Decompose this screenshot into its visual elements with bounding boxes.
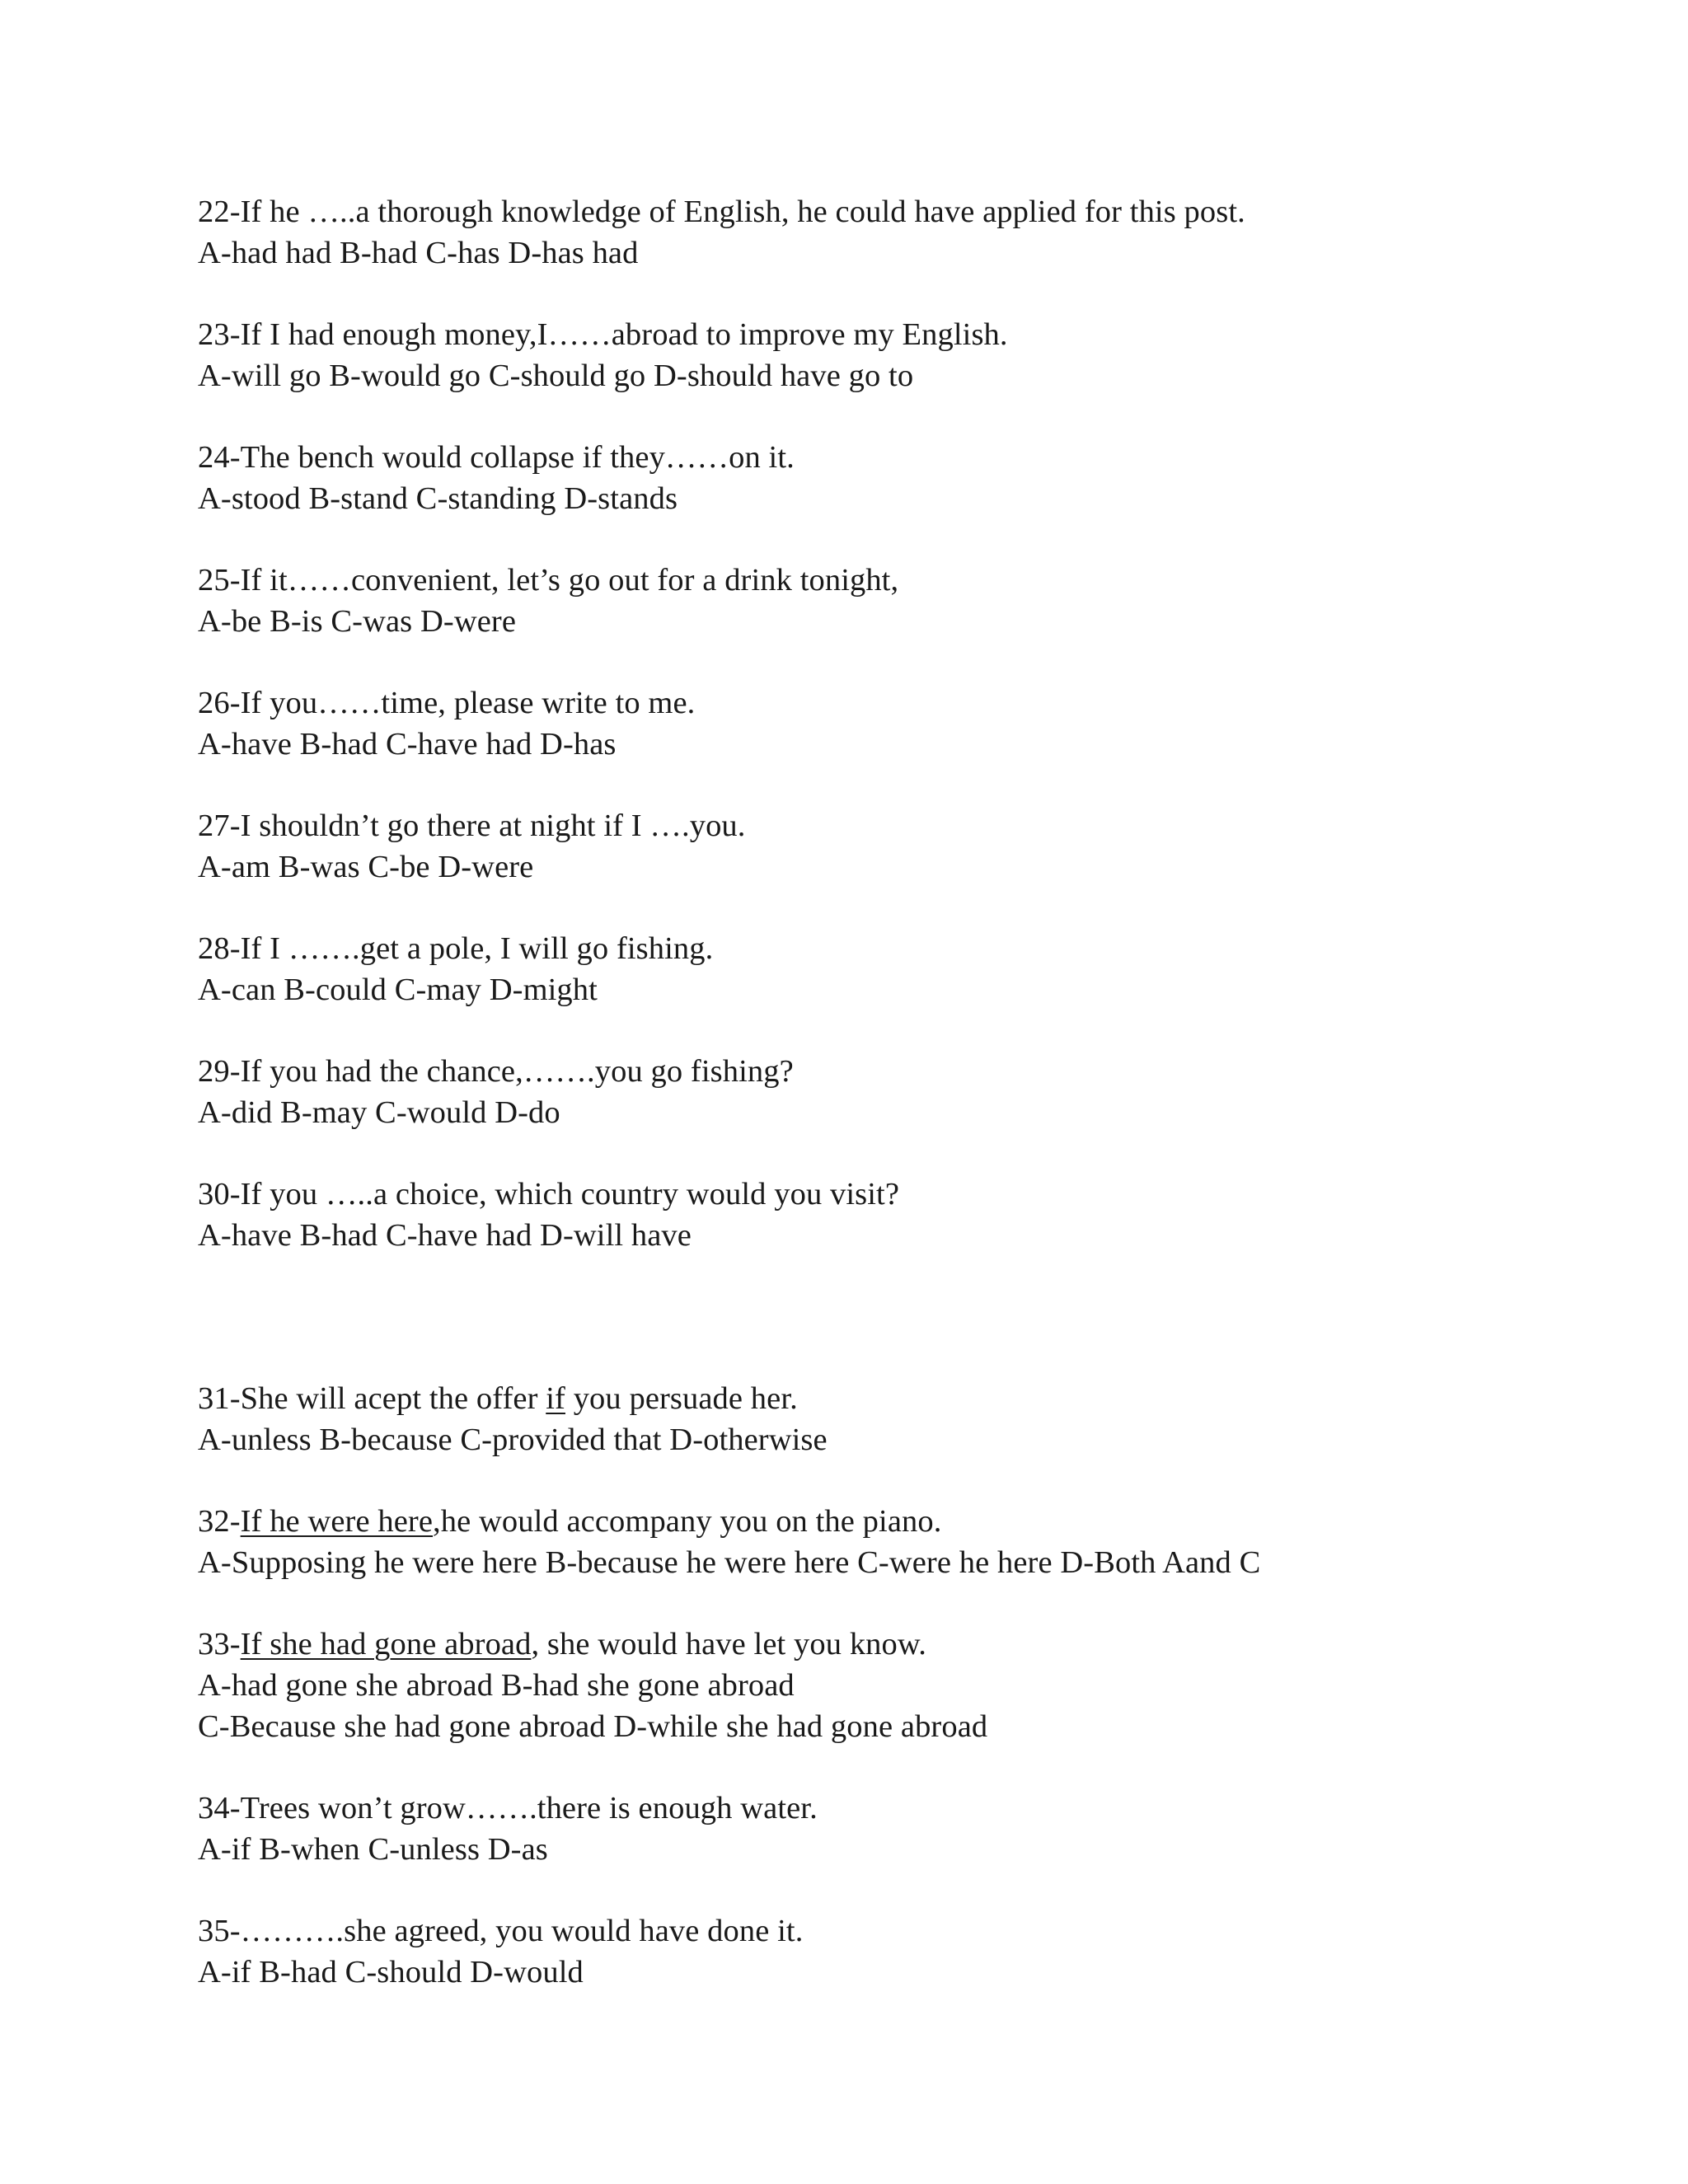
question-prompt: 25-If it……convenient, let’s go out for a drink tonight, (198, 563, 899, 598)
prompt-text: 33- (198, 1627, 241, 1661)
question-options: A-if B-when C-unless D-as (198, 1832, 548, 1867)
question-options: A-have B-had C-have had D-will have (198, 1218, 692, 1253)
question-prompt: 24-The bench would collapse if they……on it. (198, 440, 795, 475)
underlined-phrase: If she had gone abroad (240, 1627, 532, 1661)
question-options: A-be B-is C-was D-were (198, 604, 517, 639)
question-options: A-will go B-would go C-should go D-should have go to (198, 359, 914, 393)
question-34 (198, 1788, 1648, 1870)
question-prompt: 29-If you had the chance,…….you go fishing? (198, 1054, 794, 1089)
question-options: C-Because she had gone abroad D-while she had gone abroad (198, 1709, 988, 1744)
question-prompt: 28-If I …….get a pole, I will go fishing. (198, 931, 714, 966)
worksheet-content (198, 191, 1648, 1993)
question-27 (198, 805, 1648, 888)
question-31 (198, 1378, 1648, 1460)
question-30 (198, 1174, 1648, 1256)
question-33 (198, 1624, 1648, 1747)
question-options: A-had had B-had C-has D-has had (198, 236, 639, 270)
underlined-phrase: If he were here (240, 1504, 434, 1539)
question-22 (198, 191, 1648, 274)
prompt-text: 31-She will acept the offer (198, 1381, 546, 1416)
prompt-text: ,he would accompany you on the piano. (433, 1504, 942, 1539)
question-prompt (198, 1624, 1648, 1665)
question-32 (198, 1501, 1648, 1583)
prompt-text: , she would have let you know. (531, 1627, 926, 1661)
question-prompt (198, 1378, 1648, 1419)
question-23 (198, 314, 1648, 396)
prompt-text: 32- (198, 1504, 241, 1539)
question-options: A-stood B-stand C-standing D-stands (198, 481, 678, 516)
question-options: A-if B-had C-should D-would (198, 1955, 584, 1990)
question-prompt: 34-Trees won’t grow…….there is enough water. (198, 1791, 818, 1825)
question-options: A-unless B-because C-provided that D-otherwise (198, 1422, 828, 1457)
question-prompt: 27-I shouldn’t go there at night if I ….you. (198, 808, 746, 843)
question-25 (198, 560, 1648, 642)
question-24 (198, 437, 1648, 519)
question-options: A-Supposing he were here B-because he were here C-were he here D-Both Aand C (198, 1545, 1261, 1580)
question-35 (198, 1910, 1648, 1993)
prompt-text: you persuade her. (565, 1381, 798, 1416)
question-options: A-can B-could C-may D-might (198, 972, 598, 1007)
question-28 (198, 928, 1648, 1010)
underlined-phrase: if (546, 1381, 565, 1416)
question-prompt: 35-……….she agreed, you would have done it. (198, 1914, 804, 1948)
question-prompt: 26-If you……time, please write to me. (198, 686, 696, 720)
question-options: A-have B-had C-have had D-has (198, 727, 617, 762)
question-26 (198, 682, 1648, 765)
question-29 (198, 1051, 1648, 1133)
question-prompt: 22-If he …..a thorough knowledge of English, he could have applied for this post. (198, 194, 1245, 229)
question-prompt: 23-If I had enough money,I……abroad to improve my English. (198, 317, 1008, 352)
question-options: A-am B-was C-be D-were (198, 850, 534, 884)
question-options: A-did B-may C-would D-do (198, 1095, 560, 1130)
question-prompt: 30-If you …..a choice, which country would you visit? (198, 1177, 900, 1212)
question-options: A-had gone she abroad B-had she gone abroad (198, 1668, 795, 1703)
question-prompt (198, 1501, 1648, 1542)
